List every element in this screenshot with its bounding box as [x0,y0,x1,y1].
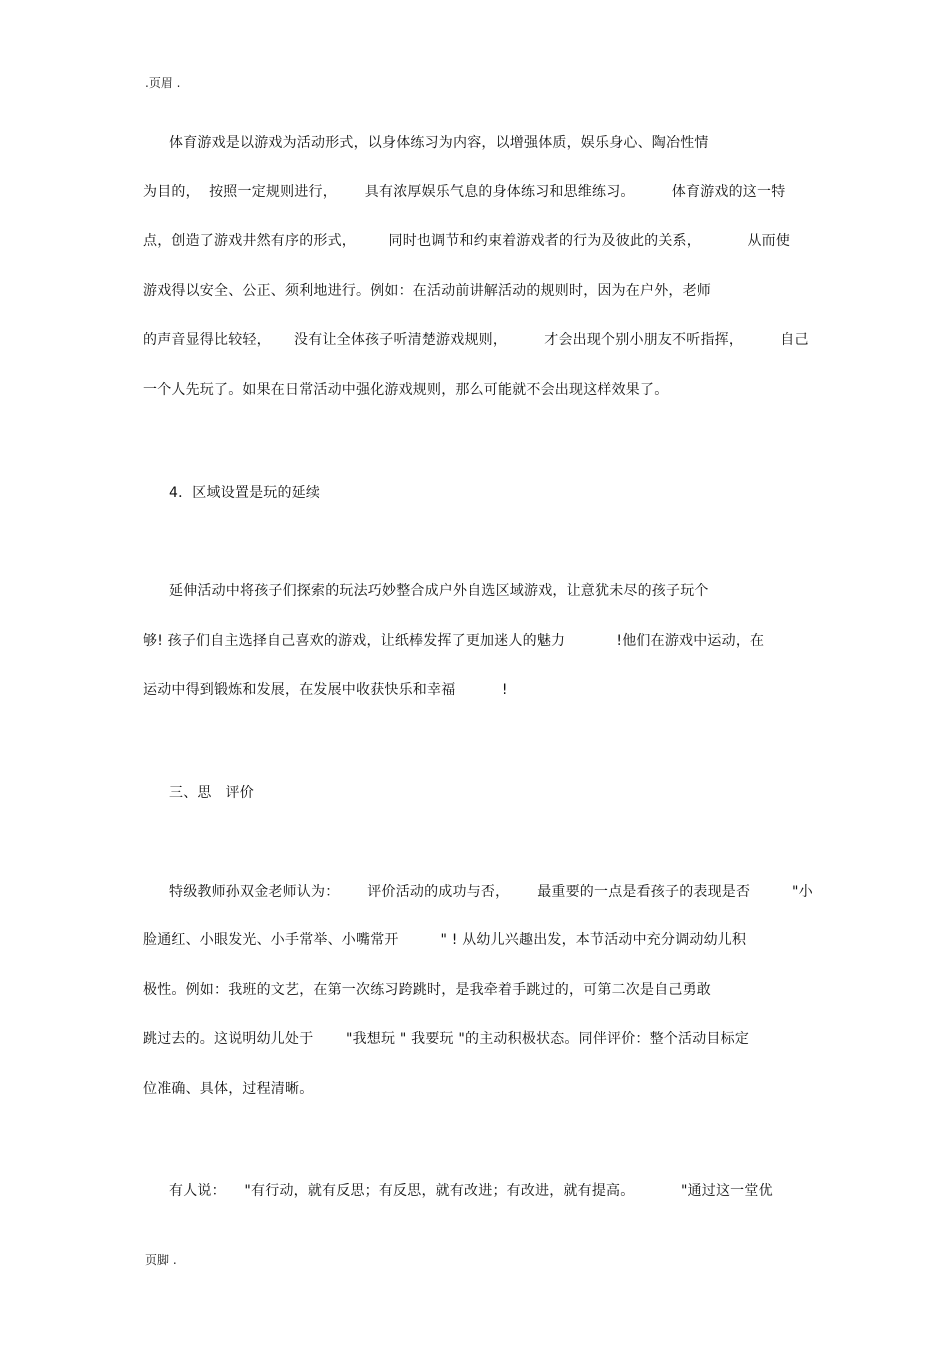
paragraph-line: 运动中得到锻炼和发展，在发展中收获快乐和幸福 ! [143,682,508,698]
paragraph-line: 的声音显得比较轻， 没有让全体孩子听清楚游戏规则， 才会出现个别小朋友不听指挥， 自己 [143,332,809,348]
paragraph-line: 游戏得以安全、公正、须利地进行。例如：在活动前讲解活动的规则时，因为在户外，老师 [143,283,711,299]
paragraph-line: 延伸活动中将孩子们探索的玩法巧妙整合成户外自选区域游戏，让意犹未尽的孩子玩个 [169,583,709,599]
paragraph-line: 脸通红、小眼发光、小手常举、小嘴常开 " ! 从幼儿兴趣出发，本节活动中充分调动幼儿积 [143,932,747,948]
paragraph-line: 点，创造了游戏井然有序的形式， 同时也调节和约束着游戏者的行为及彼此的关系， 从而使 [143,233,791,249]
paragraph-line: 极性。例如：我班的文艺，在第一次练习跨跳时，是我牵着手跳过的，可第二次是自己勇敢 [143,982,711,998]
section-heading: 4．区域设置是玩的延续 [169,485,321,501]
paragraph-line: 一个人先玩了。如果在日常活动中强化游戏规则，那么可能就不会出现这样效果了。 [143,382,669,398]
section-heading: 三、思 评价 [169,785,254,801]
page-header: .页眉 . [145,76,181,90]
paragraph-line: 有人说： "有行动，就有反思；有反思，就有改进；有改进，就有提高。 "通过这一堂优 [169,1183,773,1199]
paragraph-line: 位准确、具体，过程清晰。 [143,1081,314,1097]
paragraph-line: 为目的， 按照一定规则进行， 具有浓厚娱乐气息的身体练习和思维练习。 体育游戏的这一特 [143,184,786,200]
page-footer: 页脚 . [145,1253,177,1267]
paragraph-line: 跳过去的。这说明幼儿处于 "我想玩 " 我要玩 "的主动积极状态。同伴评价：整个活动目标定 [143,1031,750,1047]
paragraph-line: 够! 孩子们自主选择自己喜欢的游戏，让纸棒发挥了更加迷人的魅力 !他们在游戏中运动，在 [143,633,765,649]
paragraph-line: 特级教师孙双金老师认为： 评价活动的成功与否， 最重要的一点是看孩子的表现是否 "小 [169,884,813,900]
paragraph-line: 体育游戏是以游戏为活动形式，以身体练习为内容，以增强体质，娱乐身心、陶冶性情 [169,135,709,151]
